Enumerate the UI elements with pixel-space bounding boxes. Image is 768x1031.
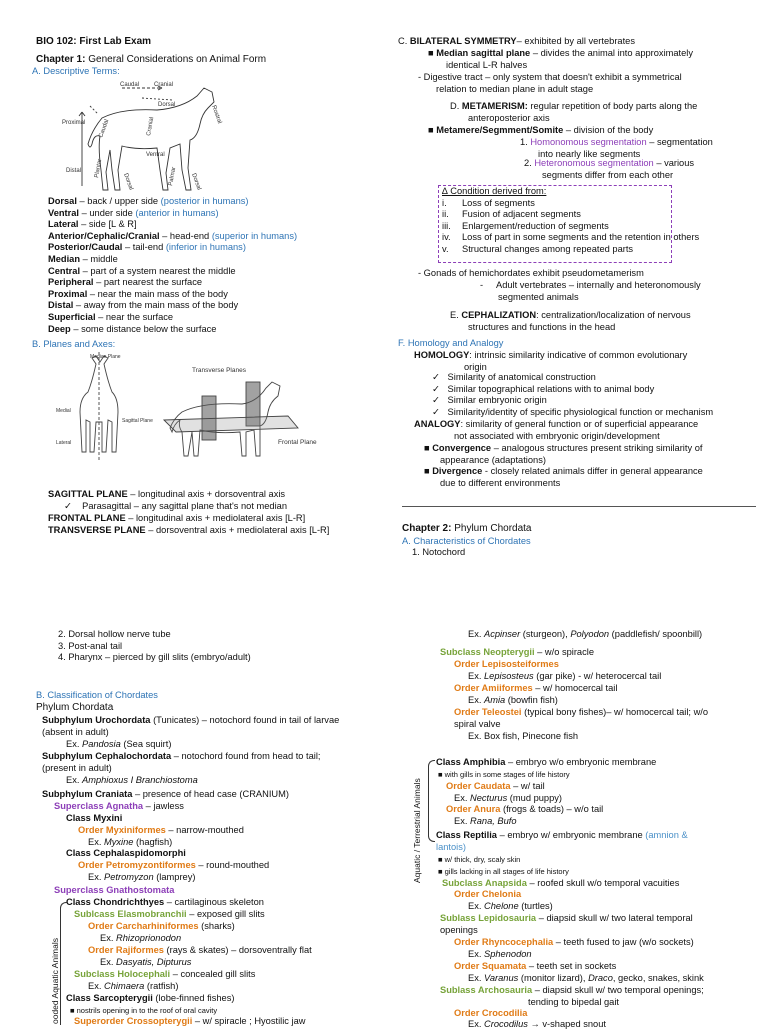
lepisosteiformes-example: Ex. Lepisosteus (gar pike) - w/ heterocercal tail [468,671,662,681]
caudata-example: Ex. Necturus (mud puppy) [454,793,562,803]
cephalochordata-example: Ex. Amphioxus I Branchiostoma [66,775,198,785]
bracket-line [60,902,67,1025]
heteronomous-def: 2. Heteronomous segmentation – various [524,158,695,168]
chapter2-section-a: A. Characteristics of Chordates [402,536,531,546]
fig-label-ventral: Ventral [146,152,165,158]
class-sarcopterygii: Class Sarcopterygii (lobe-finned fishes) [66,993,235,1003]
superclass-gnathostomata: Superclass Gnathostomata [54,885,175,895]
section-e-cont: structures and functions in the head [468,322,616,332]
median-sagittal-plane: ■ Median sagittal plane – divides the animal into approximately [428,48,694,58]
check-icon: ✓ [432,372,440,382]
analogy-def: ANALOGY: similarity of general function or of superficial appearance [414,419,699,429]
metamere-def: ■ Metamere/Segmment/Somite – division of the body [428,125,654,135]
chelonia-example: Ex. Chelone (turtles) [468,901,553,911]
fig-label-medial: Medial [56,408,71,414]
crocodilia-example: Ex. Crocodilus → v-shaped snout [468,1019,606,1029]
order-myxiniformes: Order Myxiniformes – narrow-mouthed [78,825,244,835]
heteronomous-def-cont: segments differ from each other [542,170,674,180]
gonads-note: - Gonads of hemichordates exhibit pseudometamerism [418,268,644,278]
teleostei-cont: spiral valve [454,719,501,729]
order-chelonia: Order Chelonia [454,889,522,899]
term-item: Distal – away from the main mass of the body [48,300,239,311]
term-item: Superficial – near the surface [48,312,174,323]
sturgeon-example: Ex. Acpinser (sturgeon), Polyodon (paddlefish/ spoonbill) [468,629,703,639]
squamata-example: Ex. Varanus (monitor lizard), Draco, gecko, snakes, skink [468,973,704,983]
section-b-heading: B. Planes and Axes: [32,339,116,349]
section-f-heading: F. Homology and Analogy [398,338,504,348]
urochordata-example: Ex. Pandosia (Sea squirt) [66,739,172,749]
fig-label-lateral: Lateral [56,440,72,446]
superclass-agnatha: Superclass Agnatha – jawless [54,801,184,811]
check-icon: ✓ [432,383,440,394]
term-item: Deep – some distance below the surface [48,323,217,334]
teleostei-example: Ex. Box fish, Pinecone fish [468,731,579,741]
subclass-anapsida: Subclass Anapsida – roofed skull w/o temporal vacuities [442,878,680,888]
urochordata-cont: (absent in adult) [42,727,109,737]
bullet-icon: ■ [428,125,437,135]
subphylum-cephalochordata: Subphylum Cephalochordata – notochord found from head to tail; [42,751,321,761]
homology-criteria-list: ✓ Similarity of anatomical construction ✓ Similar topographical relations with to animal body ✓ Similar embryonic origin ✓ Similarity/identity of specific physiological function or mechanism [432,372,714,417]
frontal-plane-def: FRONTAL PLANE – longitudinal axis + mediolateral axis [L-R] [48,513,306,523]
divergence-def: ■ Divergence - closely related animals differ in general appearance [424,466,703,476]
chapter2-heading: Chapter 2: Phylum Chordata [402,523,532,534]
fig-label-cranial-2: Cranial [146,116,156,137]
archosauria-cont: tending to bipedal gait [528,997,619,1007]
homonomous-def: 1. Homonomous segmentation – segmentation [520,137,713,147]
carcharhiniformes-example: Ex. Rhizoprionodon [100,933,182,943]
descriptive-terms-list [48,196,297,335]
subclass-holocephali: Subclass Holocephali – concealed gill slits [74,969,256,979]
digestive-tract-note-cont: relation to median plane in adult stage [436,84,594,94]
chapter1-heading: Chapter 1: General Considerations on Animal Form [36,54,267,65]
homonomous-def-cont: into nearly like segments [538,149,641,159]
check-icon: ✓ [432,395,440,406]
transverse-plane-def: TRANSVERSE PLANE – dorsoventral axis + mediolateral axis [L-R] [48,525,330,535]
term-item: Median – middle [48,254,118,265]
section-d-cont: anteroposterior axis [468,113,550,123]
class-chondrichthyes: Class Chondrichthyes – cartilaginous skeleton [66,897,264,907]
fig-label-dorsal: Dorsal [158,102,176,108]
order-anura: Order Anura (frogs & toads) – w/o tail [446,804,604,814]
fig-label-frontal-plane: Frontal Plane [278,439,317,446]
fig-label-sagittal-plane: Sagittal Plane [122,418,153,424]
adult-vertebrates-note-cont: segmented animals [498,292,579,302]
subphylum-urochordata: Subphylum Urochordata (Tunicates) – notochord found in tail of larvae [42,715,340,725]
bracket-line [428,760,435,842]
order-rhyncocephalia: Order Rhyncocephalia – teeth fused to jaw (w/o sockets) [454,937,694,947]
term-item: Central – part of a system nearest the middle [48,265,236,276]
homology-def: HOMOLOGY: intrinsic similarity indicative of common evolutionary [414,350,688,360]
order-amiiformes: Order Amiiformes – w/ homocercal tail [454,683,618,693]
median-sagittal-plane-cont: identical L-R halves [446,60,528,70]
subclass-elasmobranchii: Sublcass Elasmobranchii – exposed gill slits [74,909,265,919]
bullet-icon: ■ [70,1006,77,1015]
subclass-lepidosauria: Sublass Lepidosauria – diapsid skull w/ two lateral temporal [440,913,693,923]
order-caudata: Order Caudata – w/ tail [446,781,545,791]
reptilia-cont: lantois) [436,842,466,852]
anura-example: Ex. Rana, Bufo [454,816,517,826]
order-crocodilia: Order Crocodilia [454,1008,528,1018]
convergence-def-cont: appearance (adaptations) [440,455,546,465]
parasagittal-def: ✓ Parasagittal – any sagittal plane that's not median [64,501,288,511]
amiiformes-example: Ex. Amia (bowfin fish) [468,695,558,705]
bullet-icon: ■ [438,770,445,779]
term-item: Peripheral – part nearest the surface [48,277,203,288]
term-item: Dorsal – back / upper side (posterior in humans) [48,196,249,206]
divergence-def-cont: due to different environments [440,478,561,488]
sagittal-plane-def: SAGITTAL PLANE – longitudinal axis + dorsoventral axis [48,489,286,499]
order-squamata: Order Squamata – teeth set in sockets [454,961,617,971]
fig-label-dorsal-2: Dorsal [122,172,134,191]
class-myxini: Class Myxini [66,813,123,823]
reptilia-note-1: ■ w/ thick, dry, scaly skin [438,855,521,864]
fig-label-transverse-planes: Transverse Planes [192,367,246,374]
superorder-crossopterygii: Superorder Crossopterygii – w/ spiracle ; Hyostilic jaw [74,1016,306,1026]
section-a-heading: A. Descriptive Terms: [32,66,120,76]
fig-label-palmar: Palmar [168,166,178,187]
rajiformes-example: Ex. Dasyatis, Dipturus [100,957,192,967]
analogy-def-cont: not associated with embryonic origin/development [454,431,660,441]
term-item: Ventral – under side (anterior in humans) [48,207,219,218]
reptilia-note-2: ■ gills lacking in all stages of life history [438,867,569,876]
subphylum-craniata: Subphylum Craniata – presence of head case (CRANIUM) [42,789,289,799]
horse-directional-figure [62,78,232,198]
fig-label-median-plane: Median Plane [90,354,121,360]
bullet-icon: ■ [428,48,437,58]
chordate-characteristics-list: 2. Dorsal hollow nerve tube 3. Post-anal tail 4. Pharynx – pierced by gill slits (embryo/adult) [58,629,251,663]
amphibia-note: ■ with gills in some stages of life history [438,770,570,779]
rhyncocephalia-example: Ex. Sphenodon [468,949,532,959]
check-icon: ✓ [432,406,440,417]
planes-axes-figure [52,352,317,472]
check-icon: ✓ [64,501,75,511]
convergence-def: ■ Convergence – analogous structures present striking similarity of [424,443,703,453]
petromyzontiformes-example: Ex. Petromyzon (lamprey) [88,872,196,882]
section-e: E. CEPHALIZATION: centralization/localization of nervous [450,310,691,320]
order-teleostei: Order Teleostei (typical bony fishes)– w/ homocercal tail; w/o [454,707,709,717]
term-item: Anterior/Cephalic/Cranial – head-end (superior in humans) [48,230,298,241]
class-amphibia: Class Amphibia – embryo w/o embryonic membrane [436,757,657,767]
myxiniformes-example: Ex. Myxine (hagfish) [88,837,173,847]
section-c: C. BILATERAL SYMMETRY– exhibited by all vertebrates [398,36,635,46]
classification-heading: B. Classification of Chordates [36,690,158,700]
order-petromyzontiformes: Order Petromyzontiformes – round-mouthed [78,860,270,870]
term-item: Proximal – near the main mass of the body [48,288,228,299]
subclass-archosauria: Sublass Archosauria – diapsid skull w/ two temporal openings; [440,985,704,995]
order-rajiformes: Order Rajiformes (rays & skates) – dorsoventrally flat [88,945,312,955]
homology-def-cont: origin [464,362,487,372]
subclass-neopterygii: Subclass Neopterygii – w/o spiracle [440,647,594,657]
term-item: Lateral – side [L & R] [48,219,137,230]
condition-derived-list: ∆ Condition derived from: i. Loss of segments ii. Fusion of adjacent segments iii. Enlargement/reduction of segments iv. Loss of part in some segments and the retention in others v. Structural changes among repeated parts [442,186,700,255]
phylum-chordata: Phylum Chordata [36,702,114,713]
side-label-aquatic: ooded Aquatic Animals [50,937,60,1024]
bullet-icon: ■ [424,443,433,453]
class-reptilia: Class Reptilia – embryo w/ embryonic membrane (amnion & [436,830,688,840]
page-title: BIO 102: First Lab Exam [36,36,152,47]
section-divider [402,506,756,507]
holocephali-example: Ex. Chimaera (ratfish) [88,981,179,991]
digestive-tract-note: - Digestive tract – only system that doesn't exhibit a symmetrical [418,72,682,82]
side-label-aquatic-terrestrial: Aquatic / Terrestrial Animals [412,778,422,883]
cephalochordata-cont: (present in adult) [42,763,112,773]
fig-label-cranial: Cranial [154,82,174,88]
fig-label-rostral: Rostral [210,104,223,125]
bullet-icon: ■ [438,867,445,876]
fig-label-caudal: Caudal [120,82,140,88]
term-item: Posterior/Caudal – tail-end (inferior in humans) [48,242,246,253]
fig-label-proximal: Proximal [62,120,86,126]
fig-label-plantar: Plantar [94,158,104,179]
adult-vertebrates-note: - Adult vertebrates – internally and heteronomously [480,280,701,290]
order-carcharhiniformes: Order Carcharhiniformes (sharks) [88,921,235,931]
fig-label-caudal-2: Caudal [98,118,111,139]
class-cephalaspidomorphi: Class Cephalaspidomorphi [66,848,186,858]
bullet-icon: ■ [424,466,433,476]
section-d: D. METAMERISM: regular repetition of body parts along the [450,101,698,111]
fig-label-distal: Distal [66,168,82,174]
order-lepisosteiformes: Order Lepisosteiformes [454,659,559,669]
notochord-item: 1. Notochord [412,547,466,557]
nostrils-note: ■ nostrils opening in to the roof of oral cavity [70,1006,218,1015]
lepidosauria-cont: openings [440,925,478,935]
fig-label-dorsal-3: Dorsal [190,172,202,191]
bullet-icon: ■ [438,855,445,864]
